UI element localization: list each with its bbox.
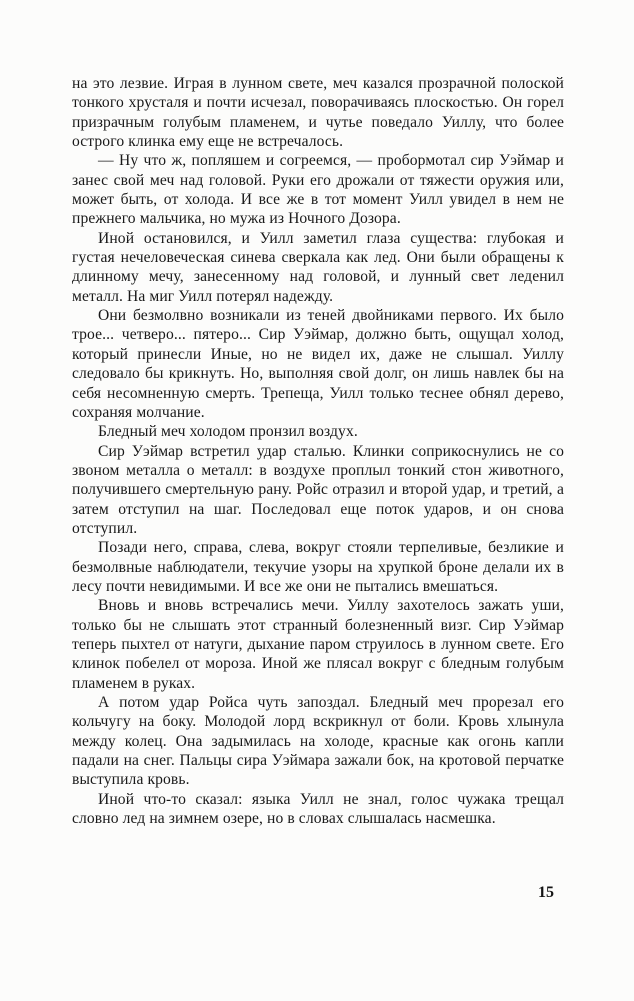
paragraph-3: Иной остановился, и Уилл заметил глаза существа: глубокая и густая нечеловеческая синева сверкала как лед. Они были обращены к длинному мечу, занесенному над головой, и лунный свет леденил металл. На миг Уилл потерял надежду.	[72, 229, 564, 305]
text-block	[72, 74, 564, 828]
paragraph-4: Они безмолвно возникали из теней двойниками первого. Их было трое... четверо... пятеро... Сир Уэймар, должно быть, ощущал холод, который принесли Иные, но не видел их, даже не слышал. Уиллу следовало бы крикнуть. Но, выполняя свой долг, он лишь навлек бы на себя несомненную смерть. Трепеща, Уилл только теснее обнял дерево, сохраняя молчание.	[72, 307, 564, 421]
paragraph-6: Сир Уэймар встретил удар сталью. Клинки соприкоснулись не со звоном металла о металл: в воздухе проплыл тонкий стон животного, получившего смертельную рану. Ройс отразил и второй удар, и третий, а затем отступил на шаг. Последовал еще поток ударов, и он снова отступил.	[72, 442, 564, 537]
paragraph-5: Бледный меч холодом пронзил воздух.	[98, 423, 358, 441]
paragraph-9: А потом удар Ройса чуть запоздал. Бледный меч прорезал его кольчугу на боку. Молодой лорд вскрикнул от боли. Кровь хлынула между колец. Она задымилась на холоде, красные как огонь капли падали на снег. Пальцы сира Уэймара зажали бок, на кротовой перчатке выступила кровь.	[72, 694, 564, 789]
paragraph-7: Позади него, справа, слева, вокруг стояли терпеливые, безликие и безмолвные наблюдатели, текучие узоры на хрупкой броне делали их в лесу почти невидимыми. И все же они не пытались вмешаться.	[72, 539, 564, 595]
paragraph-1: на это лезвие. Играя в лунном свете, меч казался прозрачной полоской тонкого хрусталя и почти исчезал, поворачиваясь плоскостью. Он горел призрачным голубым пламенем, и чутье поведало Уиллу, что более острого клинка ему еще не встречалось.	[72, 75, 564, 151]
paragraph-8: Вновь и вновь встречались мечи. Уиллу захотелось зажать уши, только бы не слышать этот странный болезненный визг. Сир Уэймар теперь пыхтел от натуги, дыхание паром струилось в лунном свете. Его клинок побелел от мороза. Иной же плясал вокруг с бледным голубым пламенем в руках.	[72, 597, 564, 692]
page-number: 15	[538, 884, 554, 901]
paragraph-10: Иной что-то сказал: языка Уилл не знал, голос чужака трещал словно лед на зимнем озере, но в словах слышалась насмешка.	[72, 790, 564, 828]
paragraph-2: — Ну что ж, попляшем и согреемся, — пробормотал сир Уэймар и занес свой меч над головой. Руки его дрожали от тяжести оружия или, может быть, от холода. И все же в тот момент Уилл увидел в нем не прежнего мальчика, но мужа из Ночного Дозора.	[72, 152, 564, 228]
